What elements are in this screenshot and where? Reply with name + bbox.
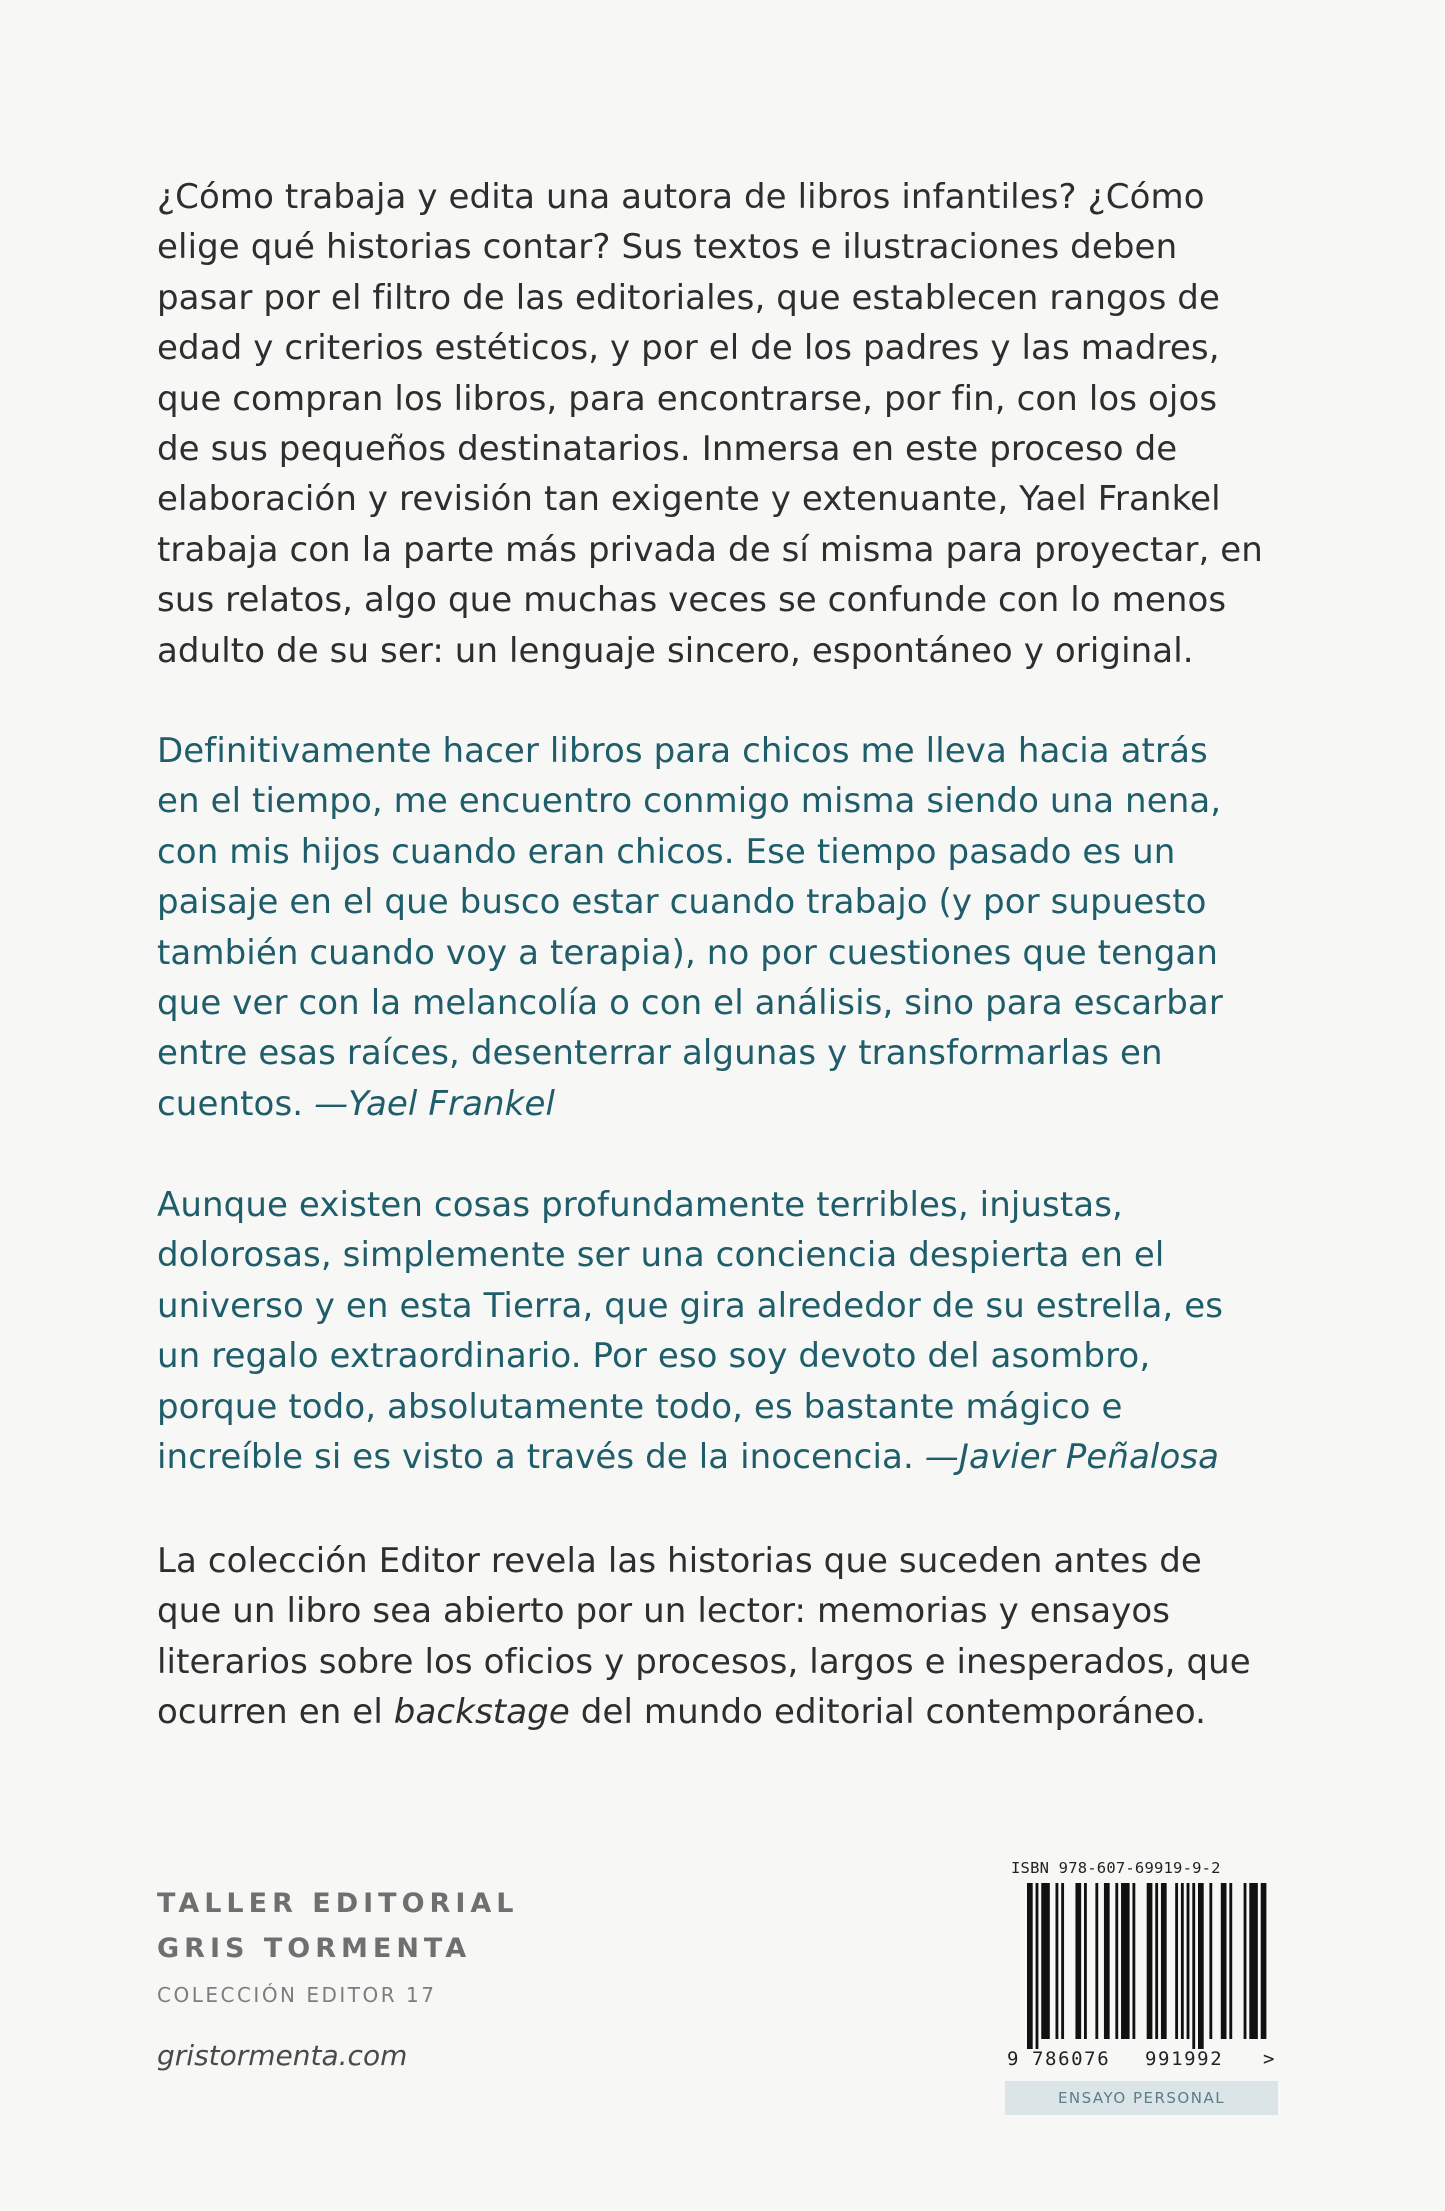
intro-line: elaboración y revisión tan exigente y extenuante, Yael Frankel	[157, 479, 1221, 520]
barcode-bar	[1244, 1883, 1247, 2039]
barcode-bar	[1175, 1883, 1178, 2039]
barcode-bar	[1084, 1883, 1087, 2039]
intro-line: elige qué historias contar? Sus textos e ilustraciones deben	[157, 227, 1178, 268]
barcode-digits	[1005, 2048, 1278, 2070]
collection-line: literarios sobre los oficios y procesos, largos e inesperados, que	[157, 1641, 1251, 1682]
quote-line: en el tiempo, me encuentro conmigo misma siendo una nena,	[157, 781, 1222, 822]
barcode-digit-first: 9	[1007, 2048, 1021, 2070]
barcode-quiet-zone-marker: >	[1263, 2048, 1277, 2070]
barcode-bar	[1036, 1883, 1039, 2049]
barcode-bar	[1104, 1883, 1110, 2039]
isbn-barcode	[1005, 1852, 1278, 2124]
intro-paragraph	[157, 172, 1302, 676]
intro-line: trabaja con la parte más privada de sí misma para proyectar, en	[157, 529, 1263, 570]
quote-attribution: —Yael Frankel	[314, 1083, 556, 1124]
intro-line: edad y criterios estéticos, y por el de los padres y las madres,	[157, 328, 1220, 369]
quote-line: increíble si es visto a través de la inocencia.	[157, 1437, 914, 1478]
intro-line: de sus pequeños destinatarios. Inmersa en este proceso de	[157, 429, 1178, 470]
backstage-word: backstage	[393, 1692, 570, 1733]
intro-line: pasar por el filtro de las editoriales, que establecen rangos de	[157, 277, 1221, 318]
barcode-digit-group-left: 786076	[1032, 2048, 1111, 2070]
barcode-bar	[1121, 1883, 1130, 2039]
quote-line: universo y en esta Tierra, que gira alrededor de su estrella, es	[157, 1285, 1224, 1326]
collection-number: COLECCIÓN EDITOR 17	[157, 1983, 437, 2007]
barcode-bar	[1027, 1883, 1033, 2049]
barcode-bar	[1161, 1883, 1167, 2039]
barcode-bar	[1209, 1883, 1212, 2039]
publisher-name-line1: TALLER EDITORIAL	[157, 1888, 519, 1919]
quote-line: entre esas raíces, desenterrar algunas y transformarlas en	[157, 1033, 1163, 1074]
collection-line: La colección Editor revela las historias que suceden antes de	[157, 1541, 1202, 1581]
barcode-bar	[1155, 1883, 1158, 2039]
publisher-website: gristormenta.com	[157, 2039, 408, 2072]
isbn-label: ISBN 978-607-69919-9-2	[1011, 1859, 1221, 1877]
quote-line: Aunque existen cosas profundamente terribles, injustas,	[157, 1185, 1123, 1225]
collection-line-end: del mundo editorial contemporáneo.	[569, 1692, 1207, 1733]
barcode-bar	[1115, 1883, 1118, 2039]
intro-line: adulto de su ser: un lenguaje sincero, espontáneo y original.	[157, 630, 1194, 671]
barcode-bars	[1005, 1883, 1278, 2049]
barcode-bar	[1075, 1883, 1081, 2039]
barcode-bar	[1095, 1883, 1098, 2039]
barcode-bar	[1221, 1883, 1227, 2039]
quote-line: paisaje en el que busco estar cuando trabajo (y por supuesto	[157, 882, 1207, 923]
intro-line: sus relatos, algo que muchas veces se confunde con lo menos	[157, 580, 1227, 621]
barcode-bar	[1261, 1883, 1267, 2039]
quote-javier-penalosa	[157, 1180, 1302, 1482]
barcode-bar	[1198, 1883, 1204, 2049]
barcode-bar	[1181, 1883, 1184, 2039]
intro-line: ¿Cómo trabaja y edita una autora de libros infantiles? ¿Cómo	[157, 177, 1205, 217]
barcode-bar	[1061, 1883, 1064, 2039]
barcode-bar	[1132, 1883, 1135, 2039]
quote-line: con mis hijos cuando eran chicos. Ese tiempo pasado es un	[157, 831, 1176, 872]
quote-yael-frankel	[157, 726, 1302, 1129]
publisher-name-line2: GRIS TORMENTA	[157, 1933, 472, 1964]
intro-line: que compran los libros, para encontrarse, por fin, con los ojos	[157, 378, 1218, 419]
quote-attribution: —Javier Peñalosa	[924, 1437, 1220, 1478]
barcode-bar	[1229, 1883, 1232, 2039]
barcode-bar	[1192, 1883, 1195, 2049]
barcode-digit-group-right: 991992	[1145, 2048, 1224, 2070]
barcode-bar	[1147, 1883, 1153, 2039]
collection-description	[157, 1536, 1302, 1738]
quote-line: dolorosas, simplemente ser una conciencia despierta en el	[157, 1235, 1165, 1276]
quote-line: también cuando voy a terapia), no por cuestiones que tengan	[157, 932, 1218, 973]
barcode-bar	[1056, 1883, 1059, 2039]
quote-line: que ver con la melancolía o con el análisis, sino para escarbar	[157, 983, 1223, 1024]
quote-line: Definitivamente hacer libros para chicos me lleva hacia atrás	[157, 731, 1208, 771]
quote-line: cuentos.	[157, 1083, 304, 1124]
genre-tag: ENSAYO PERSONAL	[1005, 2081, 1278, 2115]
barcode-bar	[1249, 1883, 1258, 2039]
barcode-bar	[1041, 1883, 1050, 2039]
quote-line: porque todo, absolutamente todo, es bastante mágico e	[157, 1386, 1123, 1427]
barcode-bar	[1187, 1883, 1190, 2039]
quote-line: un regalo extraordinario. Por eso soy devoto del asombro,	[157, 1336, 1151, 1377]
collection-line-start: ocurren en el	[157, 1692, 394, 1733]
collection-line: que un libro sea abierto por un lector: memorias y ensayos	[157, 1591, 1171, 1632]
